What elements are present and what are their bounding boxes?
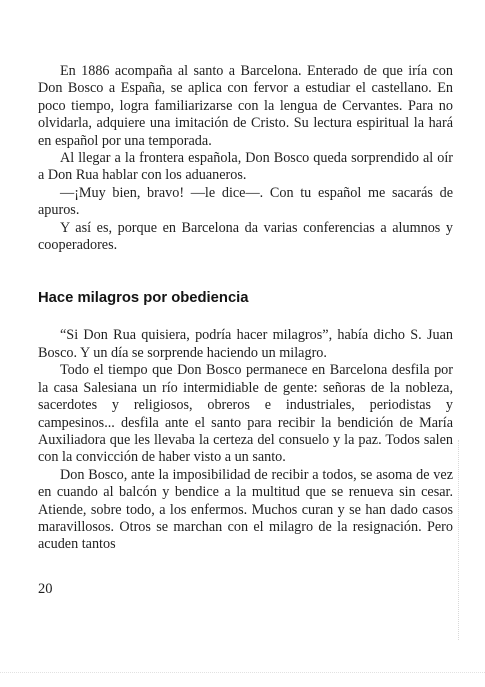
paragraph-crowds: Todo el tiempo que Don Bosco permanece en Barcelona desfila por la casa Salesiana un río intermidiable de gente: señoras de la nobleza, sacerdotes y religiosos, obreros e industriales, periodistas y campesinos... desfila ante el santo para recibir la bendición de María Auxiliadora que les llevaba la certeza del consuelo y la paz. Todos salen con la convicción de haber visto a un santo. [38,362,453,466]
section-heading: Hace milagros por obediencia [38,290,249,307]
scan-bottom-mark [0,671,485,673]
paragraph-conferences: Y así es, porque en Barcelona da varias conferencias a alumnos y cooperadores. [38,219,453,254]
scan-edge-mark [457,440,459,640]
paragraph-border-arrival: Al llegar a la frontera española, Don Bosco queda sorprendido al oír a Don Rua hablar con los aduaneros. [38,150,453,184]
paragraph-balcony-blessing: Don Bosco, ante la imposibilidad de recibir a todos, se asoma de vez en cuando al balcón y bendice a la multitud que se renueva sin cesar. Atiende, sobre todo, a los enfermos. Muchos curan y se han dado casos maravillosos. Otros se marchan con el milagro de la resignación. Pero acuden tantos [38,466,453,553]
page-number: 20 [38,581,53,597]
paragraph-miracles-quote: “Si Don Rua quisiera, podría hacer milagros”, había dicho S. Juan Bosco. Y un día se sorprende haciendo un milagro. [38,327,453,361]
paragraph-don-bosco-quote: —¡Muy bien, bravo! —le dice—. Con tu español me sacarás de apuros. [38,184,453,219]
paragraph-barcelona-trip: En 1886 acompaña al santo a Barcelona. Enterado de que iría con Don Bosco a España, se aplica con fervor a estudiar el castellano. En poco tiempo, logra familiarizarse con la lengua de Cervantes. Para no olvidarla, adquiere una imitación de Cristo. Su lectura espiritual la hará en español por una temporada. [38,63,453,149]
page-body [38,63,453,554]
